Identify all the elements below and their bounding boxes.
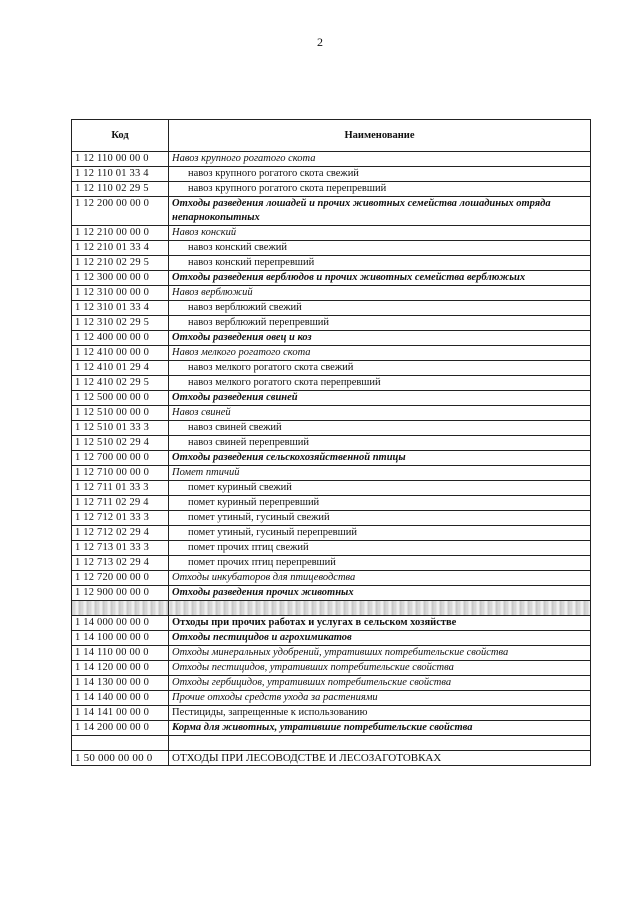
row-name: Навоз мелкого рогатого скота	[169, 346, 591, 361]
row-code: 1 14 130 00 00 0	[72, 676, 169, 691]
table-row	[72, 226, 591, 241]
table-row	[72, 182, 591, 197]
row-name: Отходы разведения лошадей и прочих животных семейства лошадиных отряда непарнокопытных	[169, 197, 591, 226]
row-code: 1 12 400 00 00 0	[72, 331, 169, 346]
table-row	[72, 466, 591, 481]
table-row	[72, 601, 591, 616]
row-code: 1 14 110 00 00 0	[72, 646, 169, 661]
row-code: 1 12 300 00 00 0	[72, 271, 169, 286]
table-row	[72, 152, 591, 167]
row-code: 1 14 000 00 00 0	[72, 616, 169, 631]
header-name: Наименование	[169, 120, 591, 152]
row-code: 1 50 000 00 00 0	[72, 751, 169, 766]
row-name: навоз верблюжий перепревший	[169, 316, 591, 331]
row-code: 1 12 210 02 29 5	[72, 256, 169, 271]
row-code: 1 12 713 02 29 4	[72, 556, 169, 571]
table-row	[72, 631, 591, 646]
row-code: 1 12 200 00 00 0	[72, 197, 169, 226]
row-code: 1 14 140 00 00 0	[72, 691, 169, 706]
table-row	[72, 361, 591, 376]
row-name: Корма для животных, утратившие потребительские свойства	[169, 721, 591, 736]
row-code	[72, 601, 169, 616]
table-row	[72, 167, 591, 182]
row-code: 1 14 100 00 00 0	[72, 631, 169, 646]
table-row	[72, 751, 591, 766]
row-code: 1 12 712 02 29 4	[72, 526, 169, 541]
row-code: 1 12 711 01 33 3	[72, 481, 169, 496]
table-body	[72, 152, 591, 766]
row-code: 1 12 410 01 29 4	[72, 361, 169, 376]
row-name: Навоз свиней	[169, 406, 591, 421]
row-name: Отходы пестицидов и агрохимикатов	[169, 631, 591, 646]
table-row	[72, 391, 591, 406]
row-name: Помет птичий	[169, 466, 591, 481]
row-code: 1 12 410 00 00 0	[72, 346, 169, 361]
row-name: навоз верблюжий свежий	[169, 301, 591, 316]
table-row	[72, 376, 591, 391]
table-row	[72, 197, 591, 226]
row-code: 1 12 700 00 00 0	[72, 451, 169, 466]
table-row	[72, 256, 591, 271]
waste-classification-table	[71, 119, 591, 766]
row-code: 1 14 120 00 00 0	[72, 661, 169, 676]
table-row	[72, 721, 591, 736]
row-name: навоз крупного рогатого скота свежий	[169, 167, 591, 182]
row-code: 1 12 210 01 33 4	[72, 241, 169, 256]
row-code: 1 12 110 00 00 0	[72, 152, 169, 167]
header-code: Код	[72, 120, 169, 152]
table-row	[72, 421, 591, 436]
row-name	[169, 736, 591, 751]
table-row	[72, 676, 591, 691]
row-code: 1 12 712 01 33 3	[72, 511, 169, 526]
row-name: ОТХОДЫ ПРИ ЛЕСОВОДСТВЕ И ЛЕСОЗАГОТОВКАХ	[169, 751, 591, 766]
row-code: 1 12 713 01 33 3	[72, 541, 169, 556]
row-name: навоз мелкого рогатого скота перепревший	[169, 376, 591, 391]
row-code: 1 12 210 00 00 0	[72, 226, 169, 241]
table-row	[72, 331, 591, 346]
row-name: навоз свиней свежий	[169, 421, 591, 436]
table-row	[72, 271, 591, 286]
row-name: помет куриный свежий	[169, 481, 591, 496]
row-name: Отходы разведения овец и коз	[169, 331, 591, 346]
row-code: 1 12 110 02 29 5	[72, 182, 169, 197]
row-code: 1 12 720 00 00 0	[72, 571, 169, 586]
row-name: Навоз верблюжий	[169, 286, 591, 301]
table-row	[72, 286, 591, 301]
table-row	[72, 511, 591, 526]
table-row	[72, 646, 591, 661]
row-code: 1 14 141 00 00 0	[72, 706, 169, 721]
row-code: 1 12 310 00 00 0	[72, 286, 169, 301]
row-name: Пестициды, запрещенные к использованию	[169, 706, 591, 721]
table-row	[72, 736, 591, 751]
row-name: Отходы пестицидов, утративших потребительские свойства	[169, 661, 591, 676]
row-name: Прочие отходы средств ухода за растениями	[169, 691, 591, 706]
row-name: Отходы гербицидов, утративших потребительские свойства	[169, 676, 591, 691]
row-name: навоз конский перепревший	[169, 256, 591, 271]
row-name: Навоз крупного рогатого скота	[169, 152, 591, 167]
row-name: помет прочих птиц свежий	[169, 541, 591, 556]
row-name: Отходы при прочих работах и услугах в сельском хозяйстве	[169, 616, 591, 631]
table-row	[72, 241, 591, 256]
row-code: 1 12 310 02 29 5	[72, 316, 169, 331]
row-code: 1 12 110 01 33 4	[72, 167, 169, 182]
table-row	[72, 316, 591, 331]
row-name: Отходы разведения свиней	[169, 391, 591, 406]
table-row	[72, 586, 591, 601]
table-row	[72, 571, 591, 586]
row-name: помет прочих птиц перепревший	[169, 556, 591, 571]
table-row	[72, 301, 591, 316]
table-row	[72, 481, 591, 496]
row-code: 1 12 410 02 29 5	[72, 376, 169, 391]
row-name: помет утиный, гусиный перепревший	[169, 526, 591, 541]
table-row	[72, 691, 591, 706]
table-row	[72, 541, 591, 556]
row-name: помет куриный перепревший	[169, 496, 591, 511]
table-row	[72, 526, 591, 541]
row-code: 1 12 510 01 33 3	[72, 421, 169, 436]
table-header-row	[72, 120, 591, 152]
row-name: навоз мелкого рогатого скота свежий	[169, 361, 591, 376]
row-name: Отходы разведения сельскохозяйственной птицы	[169, 451, 591, 466]
row-name: Навоз конский	[169, 226, 591, 241]
row-name: Отходы инкубаторов для птицеводства	[169, 571, 591, 586]
table-row	[72, 661, 591, 676]
row-code: 1 12 500 00 00 0	[72, 391, 169, 406]
row-code: 1 12 510 02 29 4	[72, 436, 169, 451]
row-code: 1 12 710 00 00 0	[72, 466, 169, 481]
row-code: 1 14 200 00 00 0	[72, 721, 169, 736]
row-name: Отходы разведения прочих животных	[169, 586, 591, 601]
table-row	[72, 436, 591, 451]
row-code: 1 12 310 01 33 4	[72, 301, 169, 316]
table-row	[72, 451, 591, 466]
row-name: Отходы разведения верблюдов и прочих животных семейства верблюжьих	[169, 271, 591, 286]
row-code: 1 12 510 00 00 0	[72, 406, 169, 421]
table-row	[72, 706, 591, 721]
row-code: 1 12 900 00 00 0	[72, 586, 169, 601]
table-row	[72, 496, 591, 511]
row-code: 1 12 711 02 29 4	[72, 496, 169, 511]
page-number: 2	[317, 35, 323, 49]
row-name: навоз крупного рогатого скота перепревший	[169, 182, 591, 197]
row-name: навоз свиней перепревший	[169, 436, 591, 451]
table-row	[72, 616, 591, 631]
row-name: Отходы минеральных удобрений, утративших потребительские свойства	[169, 646, 591, 661]
row-code	[72, 736, 169, 751]
row-name	[169, 601, 591, 616]
table-row	[72, 556, 591, 571]
table-row	[72, 346, 591, 361]
table-row	[72, 406, 591, 421]
row-name: помет утиный, гусиный свежий	[169, 511, 591, 526]
row-name: навоз конский свежий	[169, 241, 591, 256]
